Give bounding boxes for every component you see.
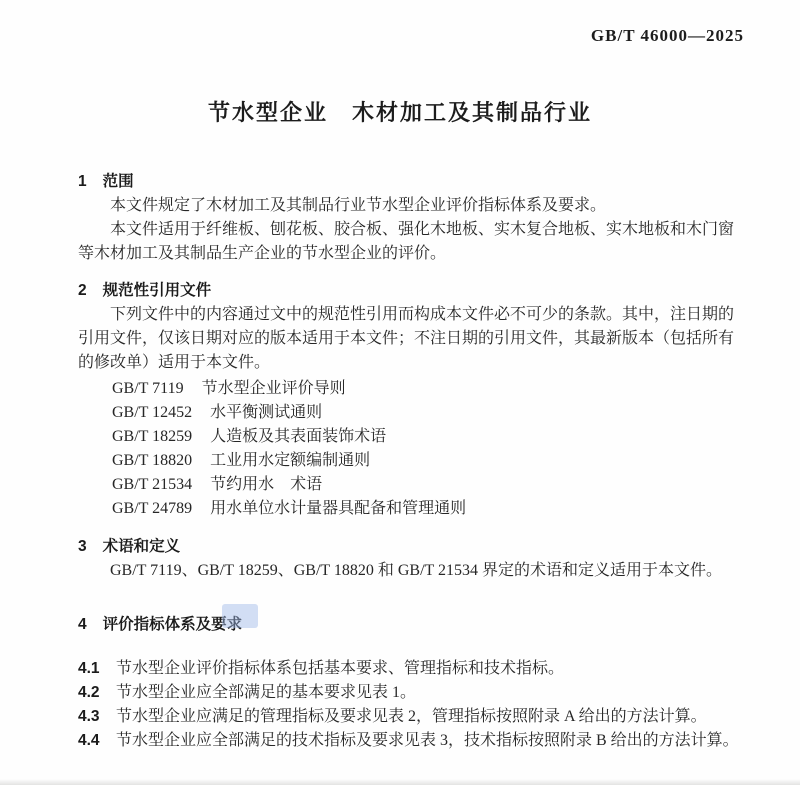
clause-list [78,657,742,753]
scan-watermark-blue [222,604,258,628]
reference-code: GB/T 7119 [112,380,184,397]
reference-title: 人造板及其表面装饰术语 [210,428,387,445]
clause-text: 节水型企业应满足的管理指标及要求见表 2，管理指标按照附录 A 给出的方法计算。 [116,708,707,725]
normative-references-intro: 下列文件中的内容通过文中的规范性引用而构成本文件必不可少的条款。其中，注日期的引用文件，仅该日期对应的版本适用于本文件；不注日期的引用文件，其最新版本（包括所有的修改单）适用于本文件。 [78,306,735,371]
reference-title: 工业用水定额编制通则 [210,452,371,469]
section-label: 规范性引用文件 [102,282,212,299]
reference-code: GB/T 24789 [112,500,193,517]
reference-item [112,473,742,497]
standard-number: GB/T 46000—2025 [590,26,744,45]
reference-title: 节水型企业评价导则 [201,380,346,397]
reference-item [112,401,742,425]
clause-text: 节水型企业应全部满足的技术指标及要求见表 3，技术指标按照附录 B 给出的方法计算。 [116,732,739,749]
scope-paragraph-2: 本文件适用于纤维板、刨花板、胶合板、强化木地板、实木复合地板、实木地板和木门窗等木材加工及其制品生产企业的节水型企业的评价。 [78,221,735,262]
section-label: 范围 [102,173,134,190]
section-label: 术语和定义 [102,538,181,555]
reference-code: GB/T 21534 [112,476,193,493]
clause-number: 4.2 [78,684,100,701]
section-label: 评价指标体系及要求 [102,616,243,633]
section-number: 4 [78,616,87,633]
section-number: 2 [78,282,87,299]
section-heading-normative-references [78,279,742,303]
section-number: 1 [78,173,87,190]
reference-code: GB/T 18820 [112,452,193,469]
reference-code: GB/T 12452 [112,404,193,421]
document-body [78,162,742,753]
section-heading-evaluation [78,613,742,637]
reference-item [112,449,742,473]
reference-list [78,377,742,521]
terms-paragraph: GB/T 7119、GB/T 18259、GB/T 18820 和 GB/T 21534 界定的术语和定义适用于本文件。 [110,562,723,579]
clause-item [78,681,742,705]
reference-title: 水平衡测试通则 [210,404,323,421]
clause-item [78,729,742,753]
clause-item [78,657,742,681]
document-title: 节水型企业 木材加工及其制品行业 [207,100,592,125]
reference-item [112,497,742,521]
reference-item [112,425,742,449]
scan-bottom-edge-artifact [0,779,800,785]
scope-paragraph-1: 本文件规定了木材加工及其制品行业节水型企业评价指标体系及要求。 [110,197,607,214]
reference-code: GB/T 18259 [112,428,193,445]
clause-number: 4.4 [78,732,100,749]
section-heading-terms [78,535,742,559]
reference-title: 节约用水 术语 [210,476,323,493]
section-heading-scope [78,170,742,194]
section-number: 3 [78,538,87,555]
clause-text: 节水型企业评价指标体系包括基本要求、管理指标和技术指标。 [116,660,565,677]
clause-item [78,705,742,729]
clause-text: 节水型企业应全部满足的基本要求见表 1。 [116,684,417,701]
clause-number: 4.1 [78,660,100,677]
clause-number: 4.3 [78,708,100,725]
reference-item [112,377,742,401]
reference-title: 用水单位水计量器具配备和管理通则 [210,500,467,517]
